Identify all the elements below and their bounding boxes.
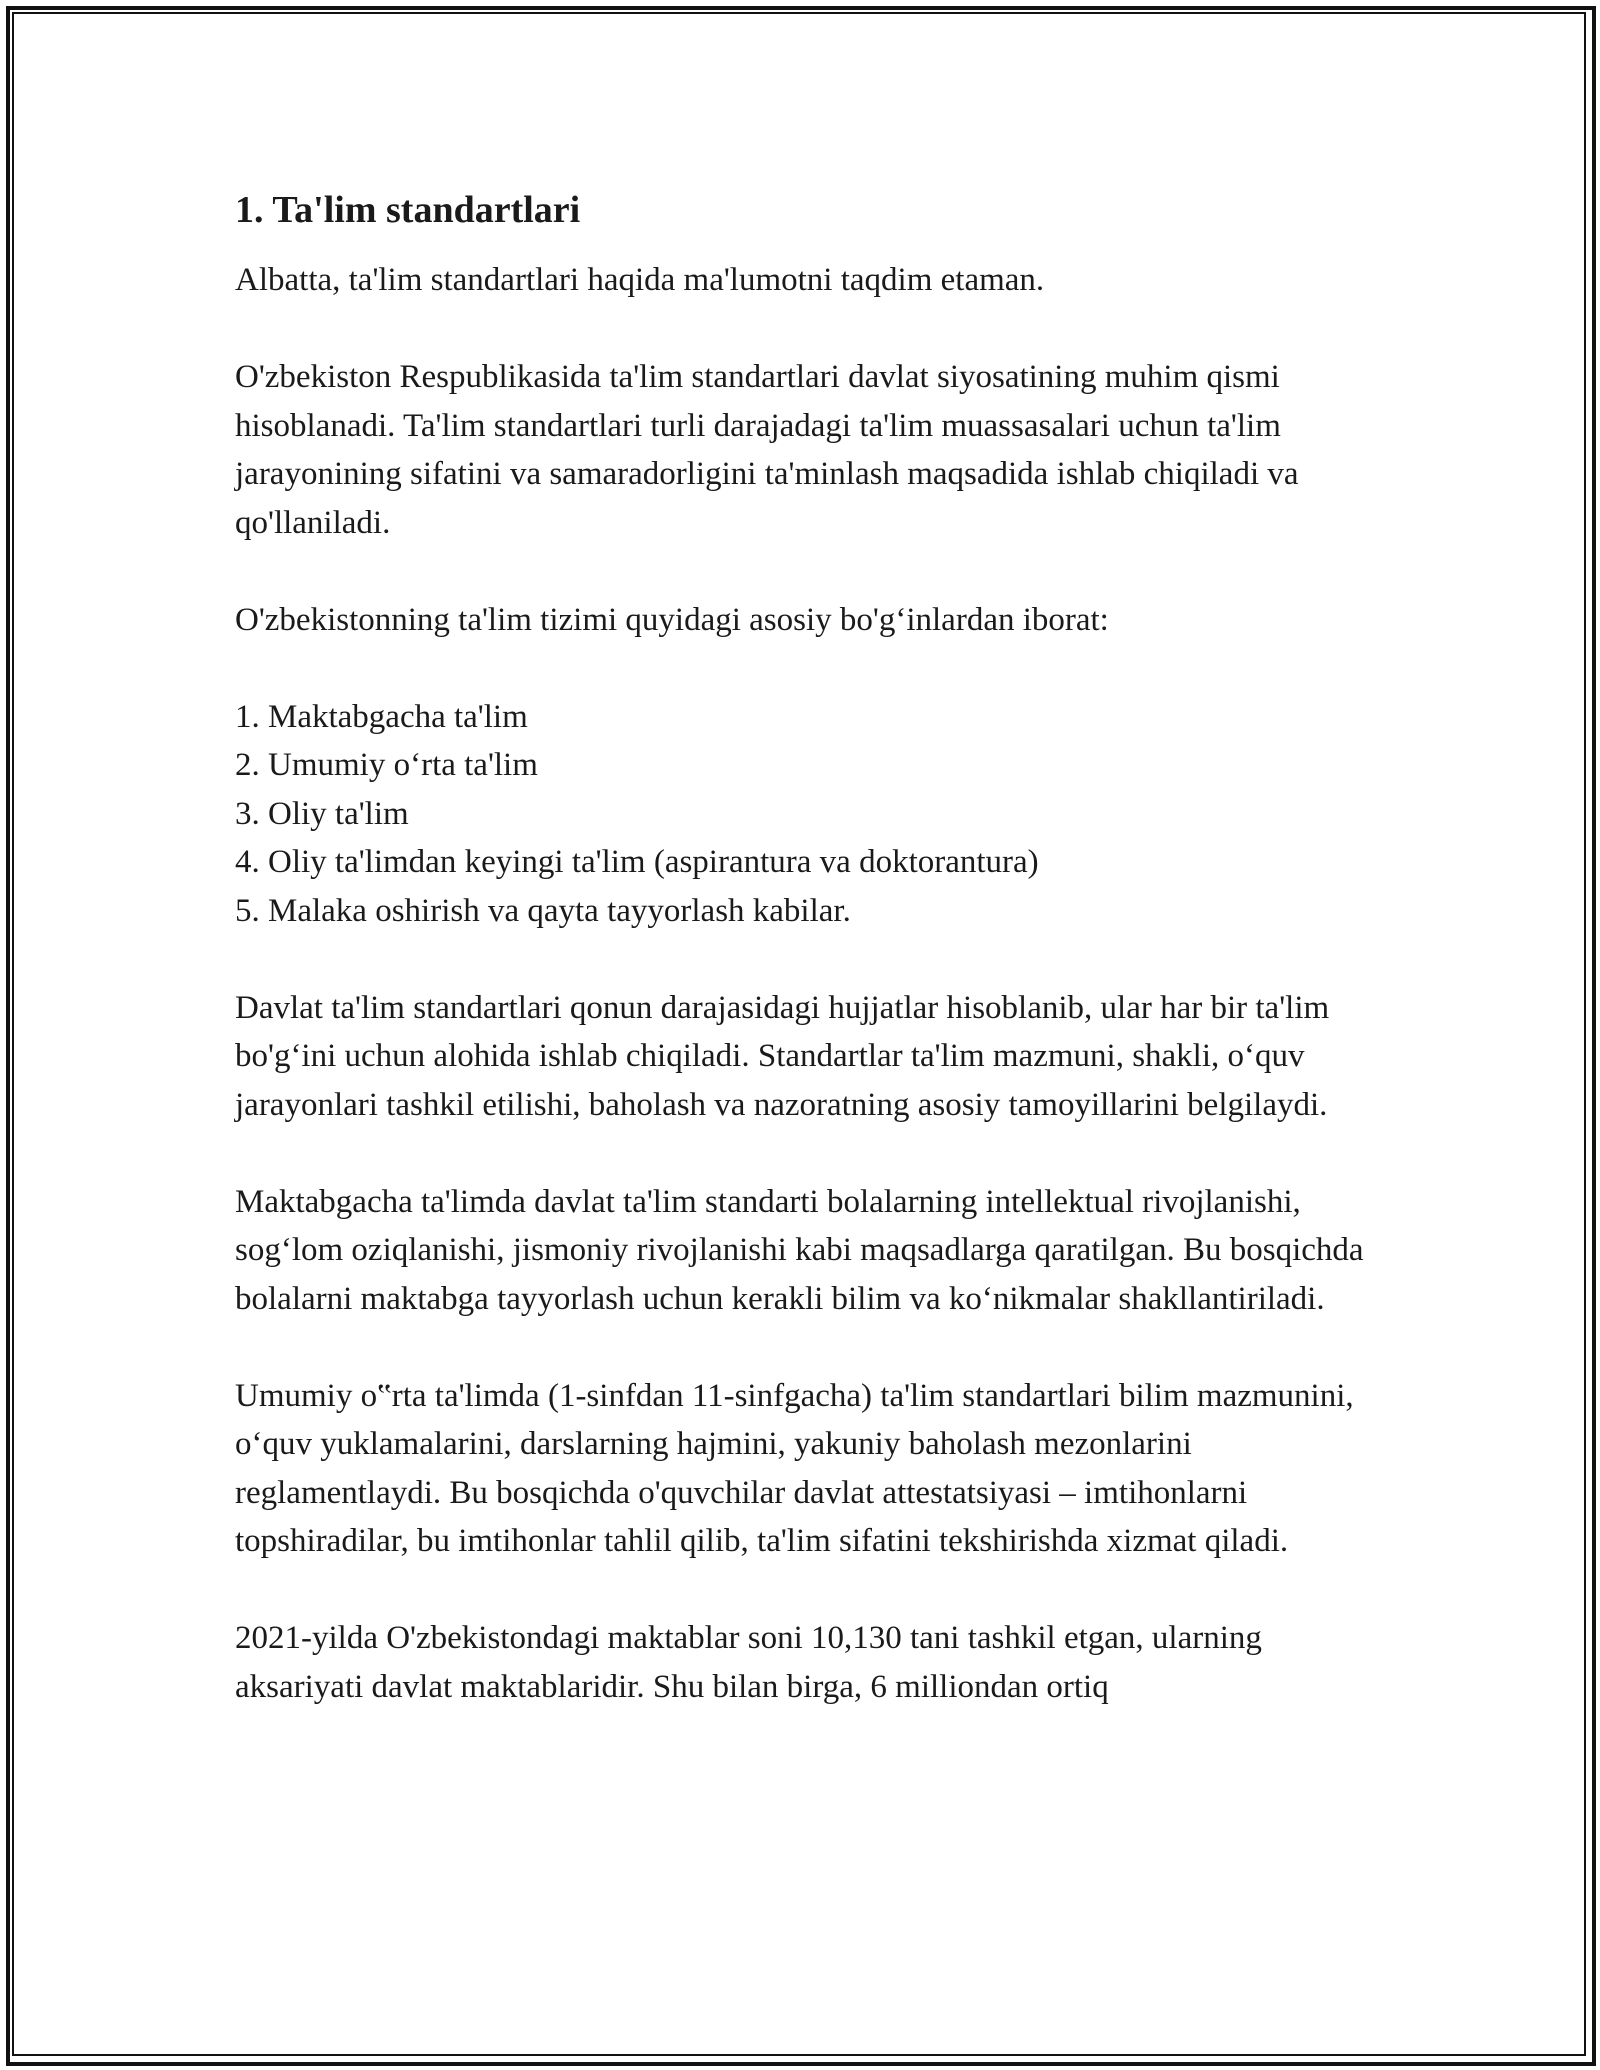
list-item: 2. Umumiy o‘rta ta'lim (235, 747, 538, 783)
paragraph-preschool: Maktabgacha ta'limda davlat ta'lim standarti bolalarning intellektual rivojlanishi, sog‘lom oziqlanishi, jismoniy rivojlanishi kabi maqsadlarga qaratilgan. Bu bosqichda bolalarni maktabga tayyorlash uchun kerakli bilim va ko‘nikmalar shakllantiriladi. (235, 1183, 1364, 1317)
paragraph-general-secondary: Umumiy o‟rta ta'limda (1-sinfdan 11-sinfgacha) ta'lim standartlari bilim mazmunini, o‘quv yuklamalarini, darslarning hajmini, yakuniy baholash mezonlarini reglamentlaydi. Bu bosqichda o'quvchilar davlat attestatsiyasi – imtihonlarni topshiradilar, bu imtihonlar tahlil qilib, ta'lim sifatini tekshirishda xizmat qiladi. (235, 1377, 1354, 1559)
paragraph-standards-role: O'zbekiston Respublikasida ta'lim standartlari davlat siyosatining muhim qismi hisoblanadi. Ta'lim standartlari turli darajadagi ta'lim muassasalari uchun ta'lim jarayonining sifatini va samaradorligini ta'minlash maqsadida ishlab chiqiladi va qo'llaniladi. (235, 359, 1299, 541)
list-item: 3. Oliy ta'lim (235, 795, 409, 832)
list-item: 4. Oliy ta'limdan keyingi ta'lim (aspirantura va doktorantura) (235, 844, 1039, 880)
paragraph-school-statistics: 2021-yilda O'zbekistondagi maktablar soni 10,130 tani tashkil etgan, ularning aksariyati davlat maktablaridir. Shu bilan birga, 6 milliondan ortiq (235, 1620, 1262, 1705)
document-body (235, 186, 1385, 1760)
section-heading: 1. Ta'lim standartlari (235, 189, 581, 231)
list-item: 1. Maktabgacha ta'lim (235, 698, 528, 735)
paragraph-system-intro: O'zbekistonning ta'lim tizimi quyidagi asosiy bo'g‘inlardan iborat: (235, 601, 1109, 638)
list-item: 5. Malaka oshirish va qayta tayyorlash kabilar. (235, 892, 851, 929)
education-levels-list (235, 693, 1385, 936)
paragraph-state-standards: Davlat ta'lim standartlari qonun darajasidagi hujjatlar hisoblanib, ular har bir ta'lim bo'g‘ini uchun alohida ishlab chiqiladi. Standartlar ta'lim mazmuni, shakli, o‘quv jarayonlari tashkil etilishi, baholash va nazoratning asosiy tamoyillarini belgilaydi. (235, 989, 1330, 1123)
intro-paragraph: Albatta, ta'lim standartlari haqida ma'lumotni taqdim etaman. (235, 262, 1045, 298)
